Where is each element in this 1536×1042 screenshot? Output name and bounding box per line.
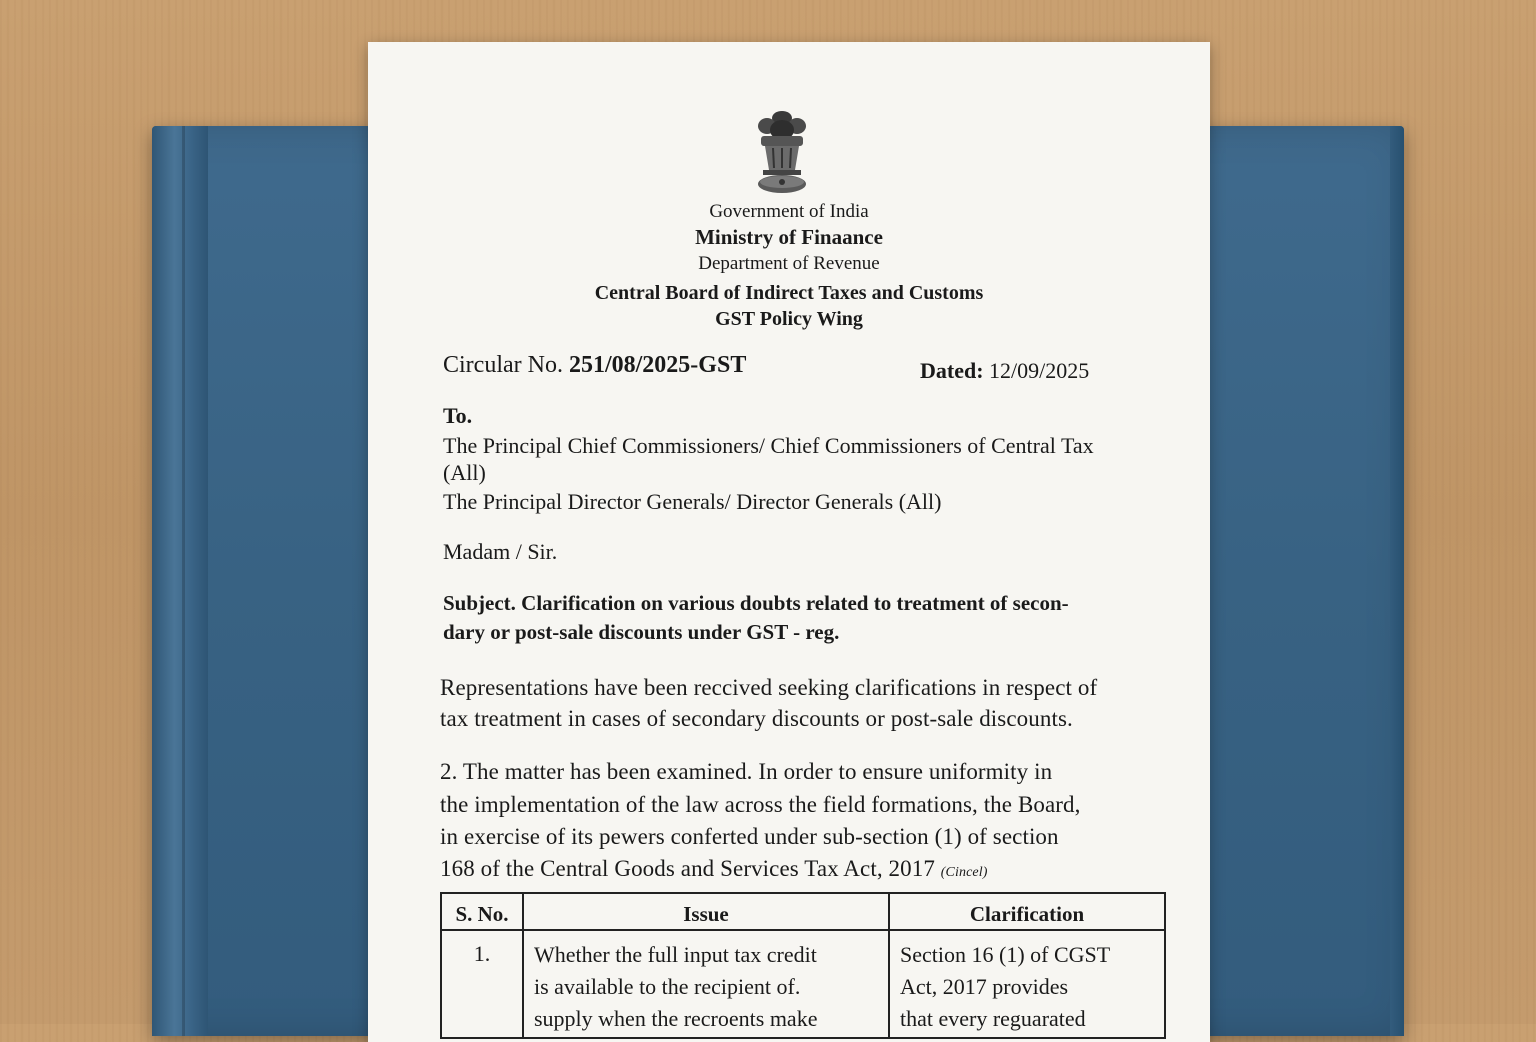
clarification-line: Section 16 (1) of CGST — [900, 942, 1111, 967]
national-emblem-icon — [751, 108, 813, 194]
salutation: Madam / Sir. — [443, 539, 558, 564]
cell-sno: 1. — [441, 930, 523, 1038]
paragraph-1-line: Representations have been reccived seeking clarifications in respect of — [440, 675, 1098, 700]
wing-heading: GST Policy Wing — [715, 308, 863, 330]
issue-line: supply when the recroents make — [534, 1006, 818, 1031]
paragraph-2-line: in exercise of its pewers conferted under sub-section (1) of section — [440, 824, 1059, 849]
paragraph-2-line: the implementation of the law across the field formations, the Board, — [440, 792, 1081, 817]
board-heading: Central Board of Indirect Taxes and Customs — [594, 282, 984, 304]
circular-date — [920, 358, 1089, 384]
government-heading: Government of India — [709, 201, 869, 222]
folder-spine — [152, 126, 208, 1036]
column-header-sno: S. No. — [441, 893, 523, 930]
subject-line: dary or post-sale discounts under GST - reg. — [443, 620, 840, 644]
circular-document — [368, 42, 1210, 1042]
clarification-line: that every reguarated — [900, 1006, 1086, 1031]
table-row — [441, 930, 1165, 1038]
department-heading: Department of Revenue — [698, 253, 880, 274]
ministry-heading: Ministry of Finaance — [695, 225, 883, 249]
column-header-clarification: Clarification — [889, 893, 1165, 930]
subject-line: Subject. Clarification on various doubts related to treatment of secon- — [443, 591, 1069, 615]
issue-line: is available to the recipient of. — [534, 974, 801, 999]
date-value: 12/09/2025 — [989, 358, 1090, 383]
dated-label: Dated: — [920, 358, 984, 383]
cell-clarification — [889, 930, 1165, 1038]
recipient-line: The Principal Director Generals/ Director Generals (All) — [443, 489, 942, 514]
issue-line: Whether the full input tax credit — [534, 942, 817, 967]
cell-issue — [523, 930, 889, 1038]
recipient-line: (All) — [443, 460, 486, 485]
paragraph-2-text: 168 of the Central Goods and Services Tax Act, 2017 — [440, 856, 935, 881]
table-header-row — [441, 893, 1165, 930]
folder-edge — [1390, 126, 1404, 1036]
handwritten-note: (Cincel) — [940, 865, 988, 880]
to-label: To. — [443, 403, 473, 428]
circular-number-value: 251/08/2025-GST — [568, 352, 747, 378]
paragraph-2-line: 2. The matter has been examined. In order to ensure uniformity in — [440, 759, 1053, 784]
clarification-table — [440, 892, 1166, 1039]
column-header-issue: Issue — [523, 893, 889, 930]
clarification-line: Act, 2017 provides — [900, 974, 1069, 999]
paragraph-1-line: tax treatment in cases of secondary discounts or post-sale discounts. — [440, 706, 1073, 731]
circular-number — [443, 352, 746, 379]
paragraph-2-line — [440, 856, 987, 882]
circular-label: Circular No. — [443, 352, 563, 378]
recipient-line: The Principal Chief Commissioners/ Chief Commissioners of Central Tax — [443, 433, 1094, 458]
